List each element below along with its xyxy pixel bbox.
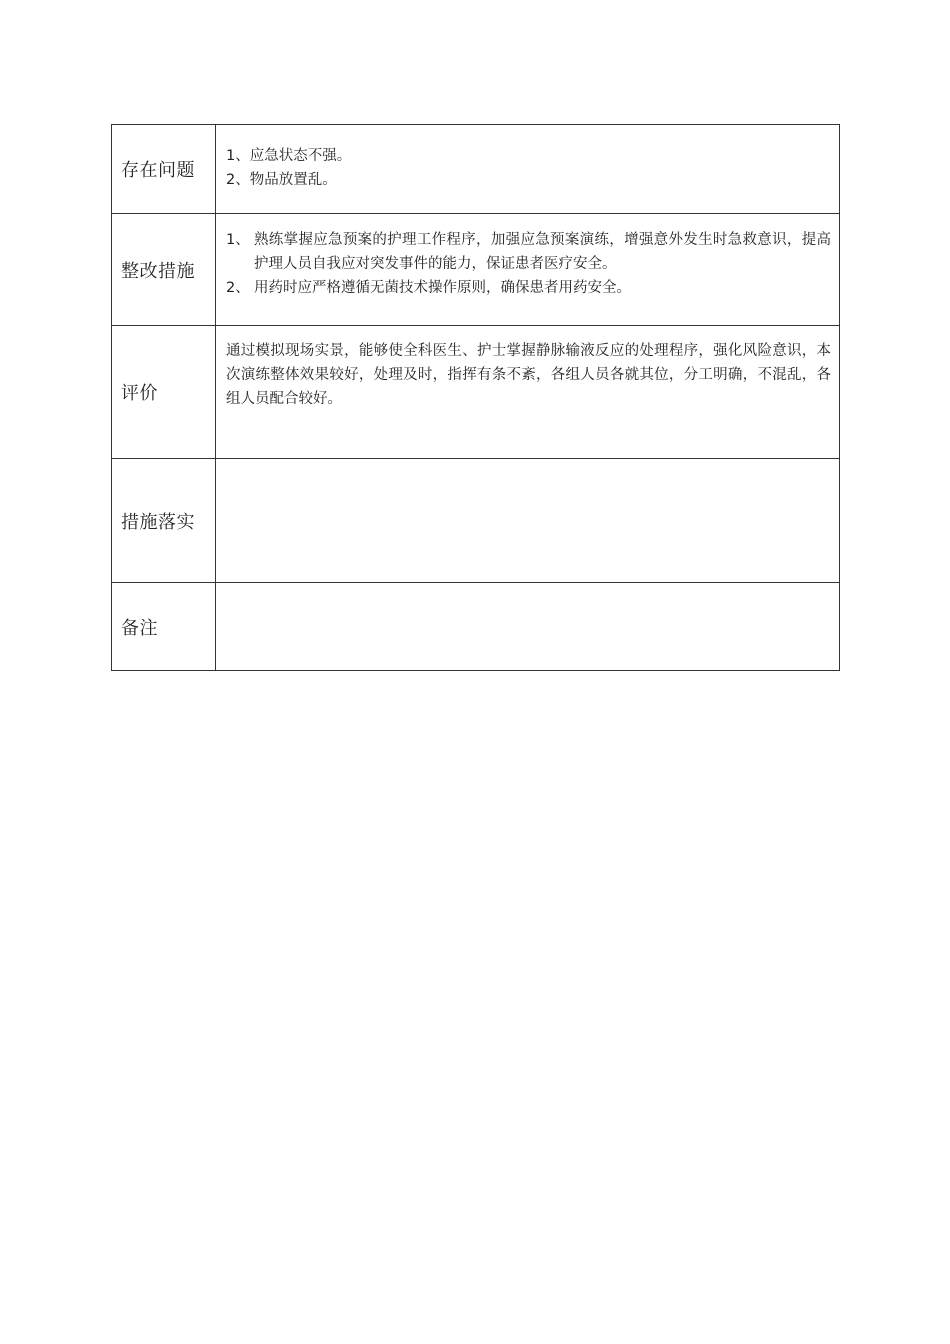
- list-item: 1、应急状态不强。: [226, 148, 352, 164]
- item-text: 用药时应严格遵循无菌技术操作原则，确保患者用药安全。: [254, 279, 631, 296]
- item-number: 2、: [226, 279, 250, 296]
- issues-list: [216, 144, 839, 192]
- table-row: [112, 326, 840, 459]
- item-text: 熟练掌握应急预案的护理工作程序，加强应急预案演练，增强意外发生时急救意识，提高护理人员自我应对突发事件的能力，保证患者医疗安全。: [254, 231, 831, 272]
- table-row: [112, 214, 840, 326]
- list-item: [226, 228, 831, 276]
- evaluation-content: [216, 326, 840, 459]
- issues-content: [216, 125, 840, 214]
- evaluation-text: 通过模拟现场实景，能够使全科医生、护士掌握静脉输液反应的处理程序，强化风险意识，本次演练整体效果较好，处理及时，指挥有条不紊，各组人员各就其位，分工明确，不混乱，各组人员配合较好。: [226, 343, 831, 407]
- drill-report-table: [111, 124, 840, 671]
- row-label-implementation: 措施落实: [112, 459, 216, 583]
- measures-content: [216, 214, 840, 326]
- measures-list: [216, 228, 839, 300]
- table-row: [112, 125, 840, 214]
- row-label-measures: 整改措施: [112, 214, 216, 326]
- implementation-content: [216, 459, 840, 583]
- table-row: [112, 459, 840, 583]
- item-number: 1、: [226, 231, 250, 248]
- table-row: [112, 583, 840, 671]
- list-item: 2、物品放置乱。: [226, 172, 337, 188]
- notes-content: [216, 583, 840, 671]
- row-label-evaluation: 评价: [112, 326, 216, 459]
- row-label-issues: 存在问题: [112, 125, 216, 214]
- row-label-notes: 备注: [112, 583, 216, 671]
- list-item: [226, 276, 831, 300]
